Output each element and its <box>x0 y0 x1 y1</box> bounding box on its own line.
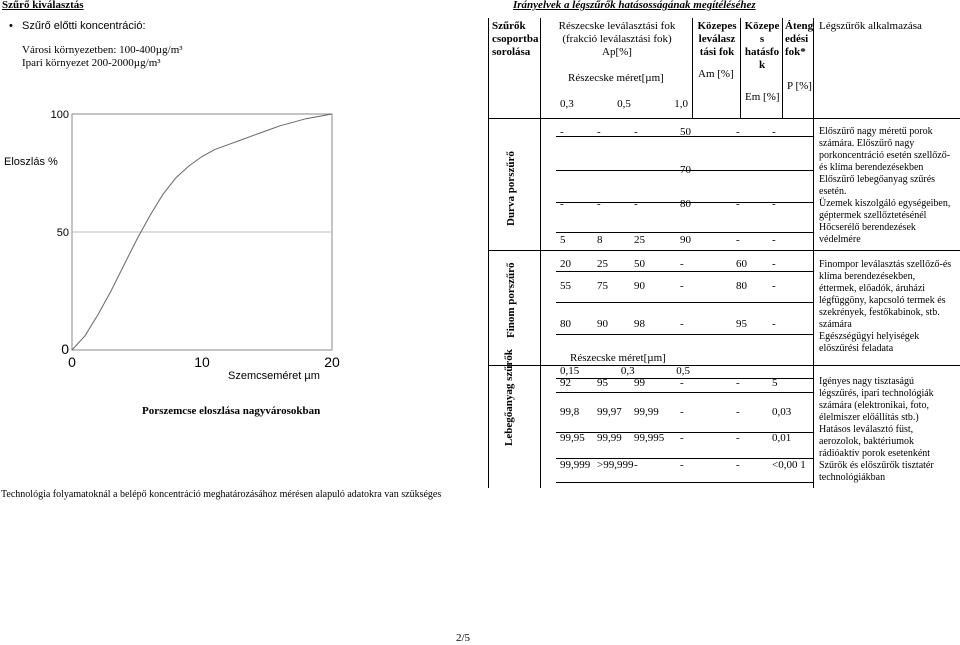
finom-applications <box>819 259 959 355</box>
head-em-unit: Em [%] <box>745 91 780 103</box>
y-tick-label: 100 <box>50 109 69 121</box>
group_lebego-cell: 99,99 <box>634 406 659 418</box>
bullet-icon: • <box>9 20 13 32</box>
group_finom-cell: 20 <box>560 258 571 270</box>
group_lebego-cell: 99,99 <box>597 432 622 444</box>
y-axis-label: Eloszlás % <box>4 156 58 168</box>
group_durva-app-line: Előszűrő lebegőanyag szűrés <box>819 174 936 185</box>
group_finom-cell: 90 <box>597 318 608 330</box>
group_lebego-cell: - <box>680 432 684 444</box>
urban-concentration: Városi környezetben: 100-400µg/m³ <box>22 44 183 56</box>
group_lebego-cell: - <box>736 432 740 444</box>
lebego-particle-size: Részecske méret[µm] <box>570 352 666 364</box>
group_lebego-cell: 99,95 <box>560 432 585 444</box>
group_durva-cell: - <box>634 198 638 210</box>
group_lebego-cell: - <box>634 459 638 471</box>
measurement-footnote: Technológia folyamatoknál a belépő koncentráció meghatározásához mérésen alapuló adatokra van szükséges <box>1 489 442 500</box>
group_durva-cell: - <box>772 126 776 138</box>
group_lebego-cell: - <box>680 377 684 389</box>
group_finom-cell: 25 <box>597 258 608 270</box>
group_durva-cell: - <box>736 126 740 138</box>
group_durva-app-line: porkoncentráció esetén szellőző- <box>819 150 951 161</box>
group_lebego-cell: 99 <box>634 377 645 389</box>
group_durva-app-line: Előszűrő nagy méretű porok <box>819 126 933 137</box>
group_durva-app-line: és klíma berendezésekben <box>819 162 924 173</box>
group_lebego-cell: - <box>736 377 740 389</box>
durva-applications <box>819 126 959 246</box>
y-tick-label: 50 <box>56 227 69 239</box>
group_finom-cell: - <box>680 258 684 270</box>
group_finom-cell: 50 <box>634 258 645 270</box>
group_lebego-cell: 99,999 <box>560 459 591 471</box>
group_lebego-cell: 99,97 <box>597 406 622 418</box>
head-am-unit: Am [%] <box>698 68 734 80</box>
group_durva-cell: 25 <box>634 234 645 246</box>
group_durva-app-line: védelmére <box>819 234 861 245</box>
group_lebego-cell: 99,8 <box>560 406 580 418</box>
group_durva-cell: - <box>736 234 740 246</box>
group_finom-cell: - <box>772 258 776 270</box>
page-number: 2/5 <box>456 632 471 644</box>
group_lebego-app-line: számára (elektronikai, foto, <box>819 400 929 411</box>
group_lebego-app-line: aerozolok, baktériumok <box>819 436 914 447</box>
group_lebego-cell: 92 <box>560 377 571 389</box>
right-header-title: Irányelvek a légszűrők hatásosságának megítéléséhez <box>513 0 756 11</box>
group_finom-cell: 60 <box>736 258 747 270</box>
group-finom-label: Finom porszűrő <box>505 262 517 338</box>
group_finom-app-line: Finompor leválasztás szellőző-és <box>819 259 952 270</box>
y-tick-label: 0 <box>61 341 69 357</box>
group_durva-cell: - <box>560 126 564 138</box>
group_durva-cell: 8 <box>597 234 603 246</box>
concentration-title: Szűrő előtti koncentráció: <box>22 20 146 32</box>
group_finom-app-line: szekrények, festőkabinok, stb. <box>819 307 940 318</box>
group_durva-cell: - <box>560 164 564 176</box>
group_durva-cell: 90 <box>680 234 691 246</box>
group_durva-app-line: esetén. <box>819 186 847 197</box>
group_finom-cell: 90 <box>634 280 645 292</box>
group_lebego-cell: - <box>680 406 684 418</box>
group_finom-cell: 80 <box>560 318 571 330</box>
head-particle-size: Részecske méret[µm] <box>568 72 664 84</box>
group_durva-cell: - <box>634 126 638 138</box>
group-durva-label: Durva porszűrő <box>505 151 517 226</box>
chart-title: Porszemcse eloszlása nagyvárosokban <box>142 405 321 417</box>
group_durva-app-line: Hőcserélő berendezések <box>819 222 916 233</box>
group_durva-cell: - <box>736 164 740 176</box>
group_lebego-app-line: Hatásos leválasztó füst, <box>819 424 914 435</box>
group_lebego-cell: 0,03 <box>772 406 792 418</box>
group_durva-cell: - <box>560 198 564 210</box>
x-axis-label: Szemcseméret µm <box>228 370 320 382</box>
group_finom-app-line: előszűrési feladata <box>819 343 894 354</box>
group_lebego-cell: >99,999 <box>597 459 634 471</box>
group_durva-cell: - <box>597 126 601 138</box>
x-tick-label: 20 <box>324 354 340 370</box>
group_durva-cell: - <box>772 164 776 176</box>
group_lebego-cell: 5 <box>772 377 778 389</box>
group_finom-cell: - <box>680 280 684 292</box>
head-avg-separation: Közepes leválasz tási fok <box>697 20 737 58</box>
particle-distribution-chart <box>0 100 490 420</box>
head-separation-rate: Részecske leválasztási fok (frakció leválasztási fok) Ap[%] <box>558 20 676 58</box>
group_finom-cell: 95 <box>736 318 747 330</box>
group_finom-cell: 75 <box>597 280 608 292</box>
group_lebego-cell: - <box>680 459 684 471</box>
group_finom-app-line: klíma berendezésekben, <box>819 271 916 282</box>
group_lebego-cell: - <box>736 406 740 418</box>
group_durva-cell: 80 <box>680 198 691 210</box>
group_durva-app-line: Üzemek kiszolgáló egységeiben, <box>819 198 951 209</box>
head-permeability: Áteng edési fok* <box>785 20 814 58</box>
group_finom-app-line: számára <box>819 319 852 330</box>
group_finom-app-line: éttermek, előadók, áruházi <box>819 283 926 294</box>
group_durva-cell: 5 <box>560 234 566 246</box>
head-group-label: Szűrők csoportba sorolása <box>492 20 539 58</box>
group_finom-cell: - <box>680 318 684 330</box>
group_finom-app-line: légfüggöny, kapcsoló termek és <box>819 295 946 306</box>
group_lebego-cell: 95 <box>597 377 608 389</box>
left-header-title: Szűrő kiválasztás <box>2 0 84 11</box>
group_durva-cell: 70 <box>680 164 691 176</box>
group_durva-cell: - <box>772 198 776 210</box>
group_durva-cell: - <box>736 198 740 210</box>
group_durva-cell: - <box>597 164 601 176</box>
group_lebego-app-line: Igényes nagy tisztaságú <box>819 376 914 387</box>
group_lebego-app-line: technológiákban <box>819 472 886 483</box>
industrial-concentration: Ipari környezet 200-2000µg/m³ <box>22 57 161 69</box>
group_durva-app-line: számára. Előszűrő nagy <box>819 138 915 149</box>
head-p-unit: P [%] <box>787 80 812 92</box>
group_durva-cell: - <box>772 234 776 246</box>
group_lebego-cell: <0,00 1 <box>772 459 806 471</box>
group_lebego-cell: 99,995 <box>634 432 665 444</box>
group_finom-cell: 98 <box>634 318 645 330</box>
group_durva-cell: - <box>634 164 638 176</box>
group_lebego-app-line: élelmiszer előállítás stb.) <box>819 412 919 423</box>
group_lebego-app-line: légszűrés, ipari technológiák <box>819 388 934 399</box>
group_durva-cell: 50 <box>680 126 691 138</box>
group_lebego-app-line: rádióaktív porok esetenként <box>819 448 931 459</box>
group_finom-cell: 55 <box>560 280 571 292</box>
x-tick-label: 10 <box>194 354 210 370</box>
lebego-size-values: 0,15 0,3 0,5 <box>560 365 690 377</box>
group_lebego-app-line: Szűrők és előszűrők tisztatér <box>819 460 934 471</box>
group_finom-cell: 80 <box>736 280 747 292</box>
head-avg-efficiency: Közepe s hatásfo k <box>744 20 780 71</box>
group_finom-app-line: Egészségügyi helyiségek <box>819 331 920 342</box>
group_lebego-cell: 0,01 <box>772 432 792 444</box>
lebego-applications <box>819 376 959 484</box>
group_finom-cell: - <box>772 280 776 292</box>
group_finom-cell: - <box>772 318 776 330</box>
group_durva-cell: - <box>597 198 601 210</box>
group-lebego-label: Lebegőanyag szűrők <box>503 349 515 446</box>
x-tick-label: 0 <box>68 354 76 370</box>
head-size-values: 0,3 0,5 1,0 <box>560 98 688 110</box>
head-applications: Légszűrők alkalmazása <box>819 20 922 32</box>
group_durva-app-line: géptermek szellőztetésénél <box>819 210 927 221</box>
group_lebego-cell: - <box>736 459 740 471</box>
